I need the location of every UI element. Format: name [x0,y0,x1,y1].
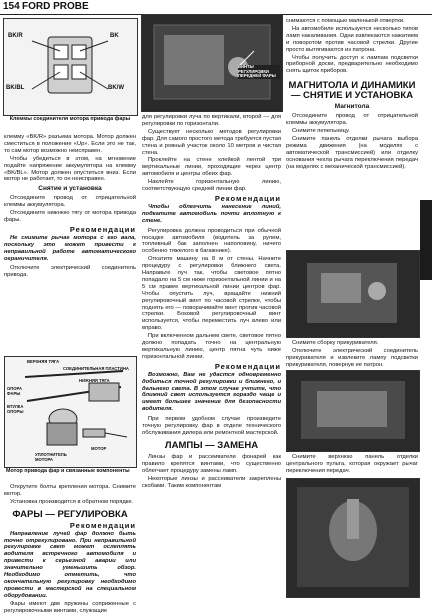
paragraph: Отсоедините провод от отрицательной клеммы аккумулятора. [4,195,136,209]
paragraph: Чтобы убедиться в этом, на мгновение подайте напряжение аккумулятора на клемму «BK/BL». Мотор должен опуститься вниз. Если мотор не работает, то он неисправен. [4,155,136,183]
section-heading: Магнитола [334,103,370,111]
part-label-motor: МОТОР [91,446,107,451]
section-title-bulbs: ЛАМПЫ — ЗАМЕНА [164,439,259,451]
column-1-bottom [4,484,136,616]
paragraph: Отключите электрический соединитель привода. [4,265,136,279]
column-3 [286,18,418,171]
center-panel-photo-image [287,371,419,451]
headlight-photo-image [142,15,282,111]
paragraph: Отсоедините нижнюю тягу от мотора привода фары. [4,210,136,223]
part-label-upper-rod: ВЕРХНЯЯ ТЯГА [27,359,60,364]
column-3-middle [286,340,418,370]
paragraph: При включенном дальнем свете, световое пятно должно попадать точно на центральную вертикальную линию, центр пятна чуть ниже горизонтальной линии. [142,333,281,360]
part-label-plate: СОЕДИНИТЕЛЬНАЯ ПЛАСТИНА [63,366,129,371]
paragraph: Регулировка должна проводиться при обычной посадке автомобиля (водитель за рулем, топливный бак заполнен наполовину, ничего особенно тяжелого в багажнике). [142,227,281,255]
terminal-label-bkr: BK/R [8,33,23,39]
paragraph: для регулировки луча по вертикали, второй — для регулировки по горизонтали. [142,114,281,127]
terminal-label-bkw: BK/W [108,85,124,91]
paragraph: Чтобы получить доступ к лампам подсветки приборной доски, предварительно необходимо снять щиток приборов. [286,54,418,75]
terminal-label-bkbl: BK/BL [6,85,25,91]
paragraph: При первом удобном случае произведите точную регулировку фар в отделе технического обслуживания дилера или ремонтной мастерской. [142,416,281,436]
headlight-photo [141,14,283,112]
part-label-lower-rod: НИЖНЯЯ ТЯГА [79,378,110,383]
page-title: FORD PROBE [22,1,89,12]
paragraph: Отключите электрический соединитель прикуривателя и извлеките лампу подсветки прикуривателя, повернув ее патрон. [286,347,418,368]
paragraph: Снимите пепельницу. [292,127,350,134]
paragraph: Линзы фар и рассеиватели фонарей как правило крепятся винтами, что существенно облегчает процедуру замены ламп. [142,453,281,474]
motor-figure-caption: Мотор привода фар и связанные компоненты [6,468,130,474]
part-label-seal: УПЛОТНИТЕЛЬ МОТОРА [35,452,67,462]
paragraph: Некоторые линзы и рассеиватели закреплены скобами. Таким компонентам [142,475,281,489]
column-3-bottom [286,454,418,476]
adjust-screws-label: ВИНТЫ РЕГУЛИРОВКИ ПЕРЕДНЕЙ ФАРЫ [238,65,280,79]
section-title-headlights-adjust: ФАРЫ — РЕГУЛИРОВКА [12,508,128,520]
paragraph: Снимите панель отделки рычага выбора режима движения (на моделях с автоматической трансмиссией) или отделку основания чехла рычага переключения передач (на моделях с механической трансмиссией). [286,135,418,170]
page-header [0,0,432,15]
terminal-label-bk: BK [110,33,119,39]
paragraph: Установка производится в обратном порядке. [10,498,134,505]
column-1-top [4,134,136,280]
paragraph: клемму «BK/R» разъема мотора. Мотор должен сместиться в положение «Up». Если это не так, то сам мотор возможно неисправен. [4,134,136,154]
recommendation-text: Направление лучей фар должно быть точно отрегулировано. При неправильной регулировке свет может ослеплять водителя встречного автомобиля и привести к серьезной аварии или значительно уменьшить обзор. Необходимо отметить, что окончательную регулировку необходимо провести в мастерской на специальном оборудовании. [4,530,136,599]
paragraph: Снимите сборку прикуривателя. [292,340,379,346]
shifter-photo-image [287,479,419,597]
recommendation-text: Не снимите рычаг мотора с его вала, поскольку это может привести к неправильной работе автоматического ограничителя. [4,234,136,262]
part-label-bushing: ВТУЛКА ОПОРЫ [7,404,24,414]
paragraph: На автомобиле используется несколько типов ламп накаливания. Одни извлекаются нажатием и поворотом против часовой стрелки. Другие просто вытягиваются из патрона. [286,25,418,53]
console-photo-image [287,251,419,337]
shifter-photo [286,478,420,598]
motor-figure [4,356,137,468]
paragraph: Откатите машину на 8 м от стены. Начните процедуру с регулировки ближнего света. Направьте луч так, чтобы световое пятно попадало на 5 см ниже горизонтальной линии и на 5 см правее вертикальной линии центров фар. Чтобы опустить луч, вращайте нижний регулировочный винт по часовой стрелке, чтобы поднять его — поворачивайте винт против часовой стрелки. Боковой регулировочный винт используется, чтобы переместить луч влево или вправо. [142,256,281,332]
recommendation-text: Чтобы облегчить нанесение линий, подкатите автомобиль почти вплотную к стене. [142,203,281,224]
console-photo [286,250,420,338]
paragraph: Открутите болты крепления мотора. Снимите мотор. [4,484,136,497]
paragraph: Отсоедините провод от отрицательной клеммы аккумулятора. [286,113,418,127]
center-panel-photo [286,370,420,452]
section-heading: Снятие и установка [38,185,102,193]
section-title-radio: МАГНИТОЛА И ДИНАМИКИ — СНЯТИЕ И УСТАНОВКА [288,80,416,102]
connector-figure-caption: Клеммы соединителя мотора привода фары [9,116,131,122]
paragraph: Существует несколько методов регулировки фар. Для самого простого метода требуется пустая стена и ровный участок около 10 метров и чистая стена. [142,128,281,156]
recommendation-heading: Рекомендации [69,224,136,234]
connector-figure [3,18,138,116]
paragraph: снимаются с помощью маленькой отвертки. [286,18,405,24]
part-label-support: ОПОРА ФАРЫ [7,386,22,396]
recommendation-heading: Рекомендации [214,193,281,203]
paragraph: Наклейте горизонтальную линию, соответствующую средней линии фар. [142,179,281,193]
section-tab [420,200,432,280]
paragraph: Фары имеют две пружины соприженные с регулировочными винтами, служащие [4,600,136,614]
paragraph: Проклейте на стене клейкой лентой три вертикальные линии, проходящие через центр автомобиля и центры обеих фар. [142,157,281,178]
column-2 [142,114,281,490]
recommendation-text: Возможно, Вам не удастся одновременно добиться точной регулировки и ближнего, и дальнего света. В этом случае учтите, что ближний свет используется гораздо чаще и имеет большее значение для безопасности водителя. [142,371,281,413]
page-number: 154 [3,1,20,12]
paragraph: Снимите верхнюю панель отделки центрального пульта, которая окружает рычаг переключения передач. [286,454,418,474]
recommendation-heading: Рекомендации [214,361,281,371]
recommendation-heading: Рекомендации [69,520,136,530]
